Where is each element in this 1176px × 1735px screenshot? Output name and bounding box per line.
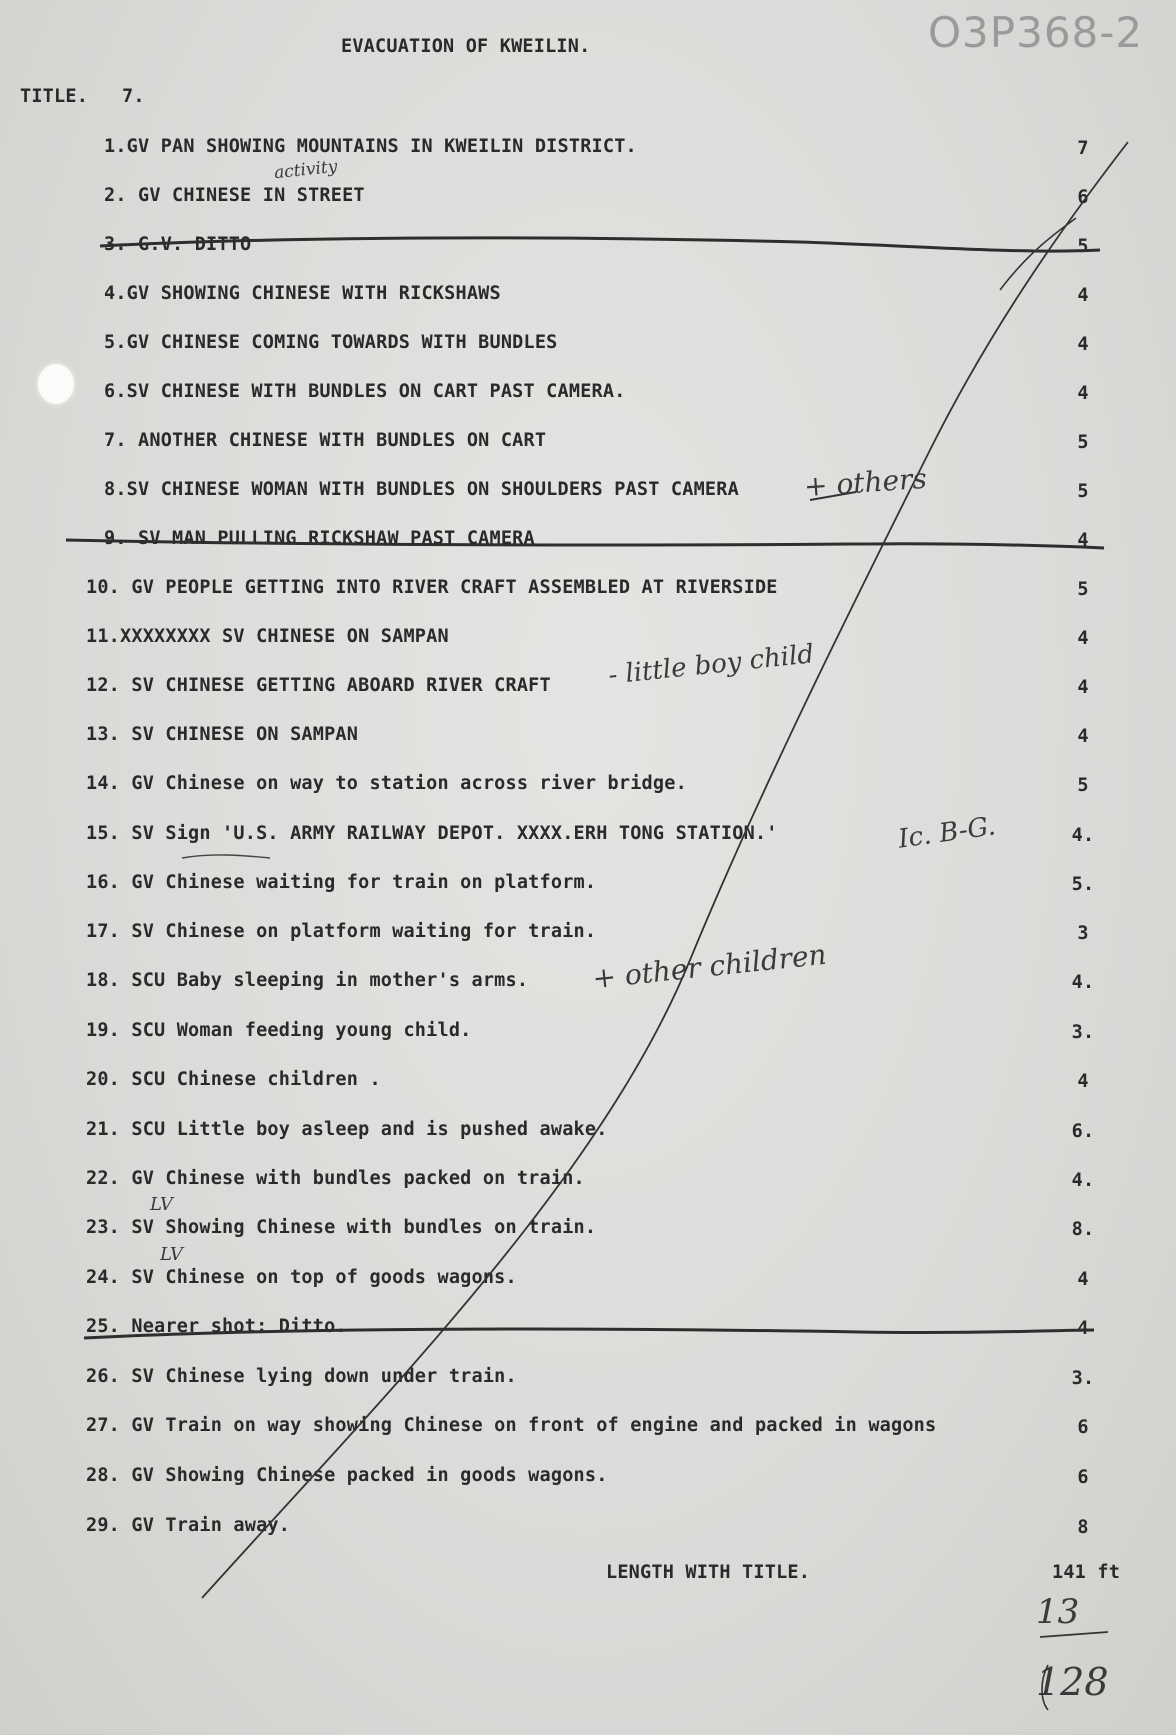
shot-length: 7 (1077, 138, 1089, 159)
shot-length: 8. (1071, 1219, 1095, 1240)
shot-text: 1.GV PAN SHOWING MOUNTAINS IN KWEILIN DISTRICT. (104, 136, 637, 157)
shot-length: 4 (1077, 726, 1089, 747)
handwritten-note-other-children: + other children (590, 937, 828, 996)
shot-text: 8.SV CHINESE WOMAN WITH BUNDLES ON SHOULDERS PAST CAMERA (104, 479, 739, 500)
total-label: LENGTH WITH TITLE. (606, 1562, 811, 1583)
shot-row (0, 528, 1176, 558)
shot-text: 3. G.V. DITTO (104, 234, 252, 255)
shot-text: 23. SV Showing Chinese with bundles on train. (86, 1217, 597, 1238)
shot-length: 4 (1077, 1318, 1089, 1339)
calc-underline (1040, 1632, 1108, 1637)
shot-row (0, 626, 1176, 656)
shot-row (0, 479, 1176, 509)
shot-row (0, 724, 1176, 754)
shot-row (0, 234, 1176, 264)
shot-row (0, 872, 1176, 902)
shot-text: 6.SV CHINESE WITH BUNDLES ON CART PAST CAMERA. (104, 381, 626, 402)
shot-length: 4 (1077, 1071, 1089, 1092)
handwritten-calc-bottom: 128 (1036, 1660, 1109, 1704)
shot-text: 21. SCU Little boy asleep and is pushed awake. (86, 1119, 608, 1140)
shot-length: 6 (1077, 1467, 1089, 1488)
shot-row (0, 1515, 1176, 1545)
shot-row (0, 577, 1176, 607)
punch-hole (38, 364, 74, 404)
shot-text: 27. GV Train on way showing Chinese on front of engine and packed in wagons (86, 1415, 937, 1436)
shot-text: 17. SV Chinese on platform waiting for train. (86, 921, 597, 942)
shot-length: 6. (1071, 1121, 1095, 1142)
handwritten-note-little-boy-child: - little boy child (606, 639, 816, 691)
shot-length: 5 (1077, 775, 1089, 796)
shot-text: 9. SV MAN PULLING RICKSHAW PAST CAMERA (104, 528, 535, 549)
shot-length: 5 (1077, 236, 1089, 257)
title-row (20, 86, 145, 107)
shot-row (0, 381, 1176, 411)
title-label: TITLE. (20, 86, 89, 107)
shot-length: 4 (1077, 285, 1089, 306)
shot-row (0, 1168, 1176, 1198)
handwritten-correction-lv: LV (150, 1194, 173, 1215)
shot-text: 7. ANOTHER CHINESE WITH BUNDLES ON CART (104, 430, 547, 451)
shot-length: 4 (1077, 334, 1089, 355)
shot-length: 5 (1077, 579, 1089, 600)
title-length: 7. (122, 86, 145, 107)
shot-row (0, 773, 1176, 803)
archive-stamp: O3P368-2 (928, 8, 1144, 57)
shot-length: 4 (1077, 1269, 1089, 1290)
shot-row (0, 1217, 1176, 1247)
shot-text: 15. SV Sign 'U.S. ARMY RAILWAY DEPOT. XXXX.ERH TONG STATION.' (86, 823, 778, 844)
shot-text: 16. GV Chinese waiting for train on platform. (86, 872, 597, 893)
shot-row (0, 1366, 1176, 1396)
shot-text: 18. SCU Baby sleeping in mother's arms. (86, 970, 529, 991)
shot-row (0, 1119, 1176, 1149)
shot-length: 4. (1071, 825, 1095, 846)
shot-length: 4 (1077, 530, 1089, 551)
shot-text: 25. Nearer shot: Ditto. (86, 1316, 347, 1337)
shot-row (0, 1465, 1176, 1495)
shot-text: 2. GV CHINESE IN STREET (104, 185, 365, 206)
shot-text: 10. GV PEOPLE GETTING INTO RIVER CRAFT ASSEMBLED AT RIVERSIDE (86, 577, 778, 598)
shot-length: 3 (1077, 923, 1089, 944)
shot-text: 5.GV CHINESE COMING TOWARDS WITH BUNDLES (104, 332, 558, 353)
handwritten-calc-top: 13 (1036, 1592, 1080, 1632)
shot-row (0, 921, 1176, 951)
shot-row (0, 823, 1176, 853)
shot-length: 8 (1077, 1517, 1089, 1538)
shot-row (0, 430, 1176, 460)
handwritten-correction-lv: LV (160, 1244, 183, 1265)
shot-length: 5. (1071, 874, 1095, 895)
shot-row (0, 970, 1176, 1000)
document-title: EVACUATION OF KWEILIN. (341, 36, 591, 57)
shot-length: 6 (1077, 1417, 1089, 1438)
sign-underline (182, 855, 270, 858)
shot-row (0, 675, 1176, 705)
shot-length: 5 (1077, 432, 1089, 453)
total-value: 141 ft (1052, 1562, 1121, 1583)
shot-text: 4.GV SHOWING CHINESE WITH RICKSHAWS (104, 283, 501, 304)
shot-length: 3. (1071, 1368, 1095, 1389)
shot-row (0, 185, 1176, 215)
shot-length: 4 (1077, 628, 1089, 649)
shot-row (0, 1069, 1176, 1099)
shot-text: 26. SV Chinese lying down under train. (86, 1366, 517, 1387)
shot-length: 5 (1077, 481, 1089, 502)
shot-length: 3. (1071, 1022, 1095, 1043)
handwritten-note-others: + others (802, 461, 928, 504)
handwritten-note-activity: activity (273, 156, 339, 184)
shot-text: 11.XXXXXXXX SV CHINESE ON SAMPAN (86, 626, 449, 647)
shot-text: 13. SV CHINESE ON SAMPAN (86, 724, 359, 745)
shot-text: 12. SV CHINESE GETTING ABOARD RIVER CRAFT (86, 675, 551, 696)
shot-length: 4 (1077, 383, 1089, 404)
shot-row (0, 1415, 1176, 1445)
shot-text: 22. GV Chinese with bundles packed on train. (86, 1168, 585, 1189)
shot-length: 4 (1077, 677, 1089, 698)
shot-length: 4. (1071, 972, 1095, 993)
shot-text: 14. GV Chinese on way to station across river bridge. (86, 773, 687, 794)
shot-text: 24. SV Chinese on top of goods wagons. (86, 1267, 517, 1288)
shot-text: 19. SCU Woman feeding young child. (86, 1020, 472, 1041)
shot-text: 29. GV Train away. (86, 1515, 291, 1536)
shot-row (0, 332, 1176, 362)
shot-length: 4. (1071, 1170, 1095, 1191)
shot-text: 28. GV Showing Chinese packed in goods wagons. (86, 1465, 608, 1486)
shot-row (0, 1316, 1176, 1346)
shot-length: 6 (1077, 187, 1089, 208)
handwritten-note-initials: Ic. B-G. (896, 811, 998, 855)
shot-row (0, 1267, 1176, 1297)
shot-row (0, 1020, 1176, 1050)
shot-row (0, 136, 1176, 166)
shot-row (0, 283, 1176, 313)
shot-text: 20. SCU Chinese children . (86, 1069, 381, 1090)
